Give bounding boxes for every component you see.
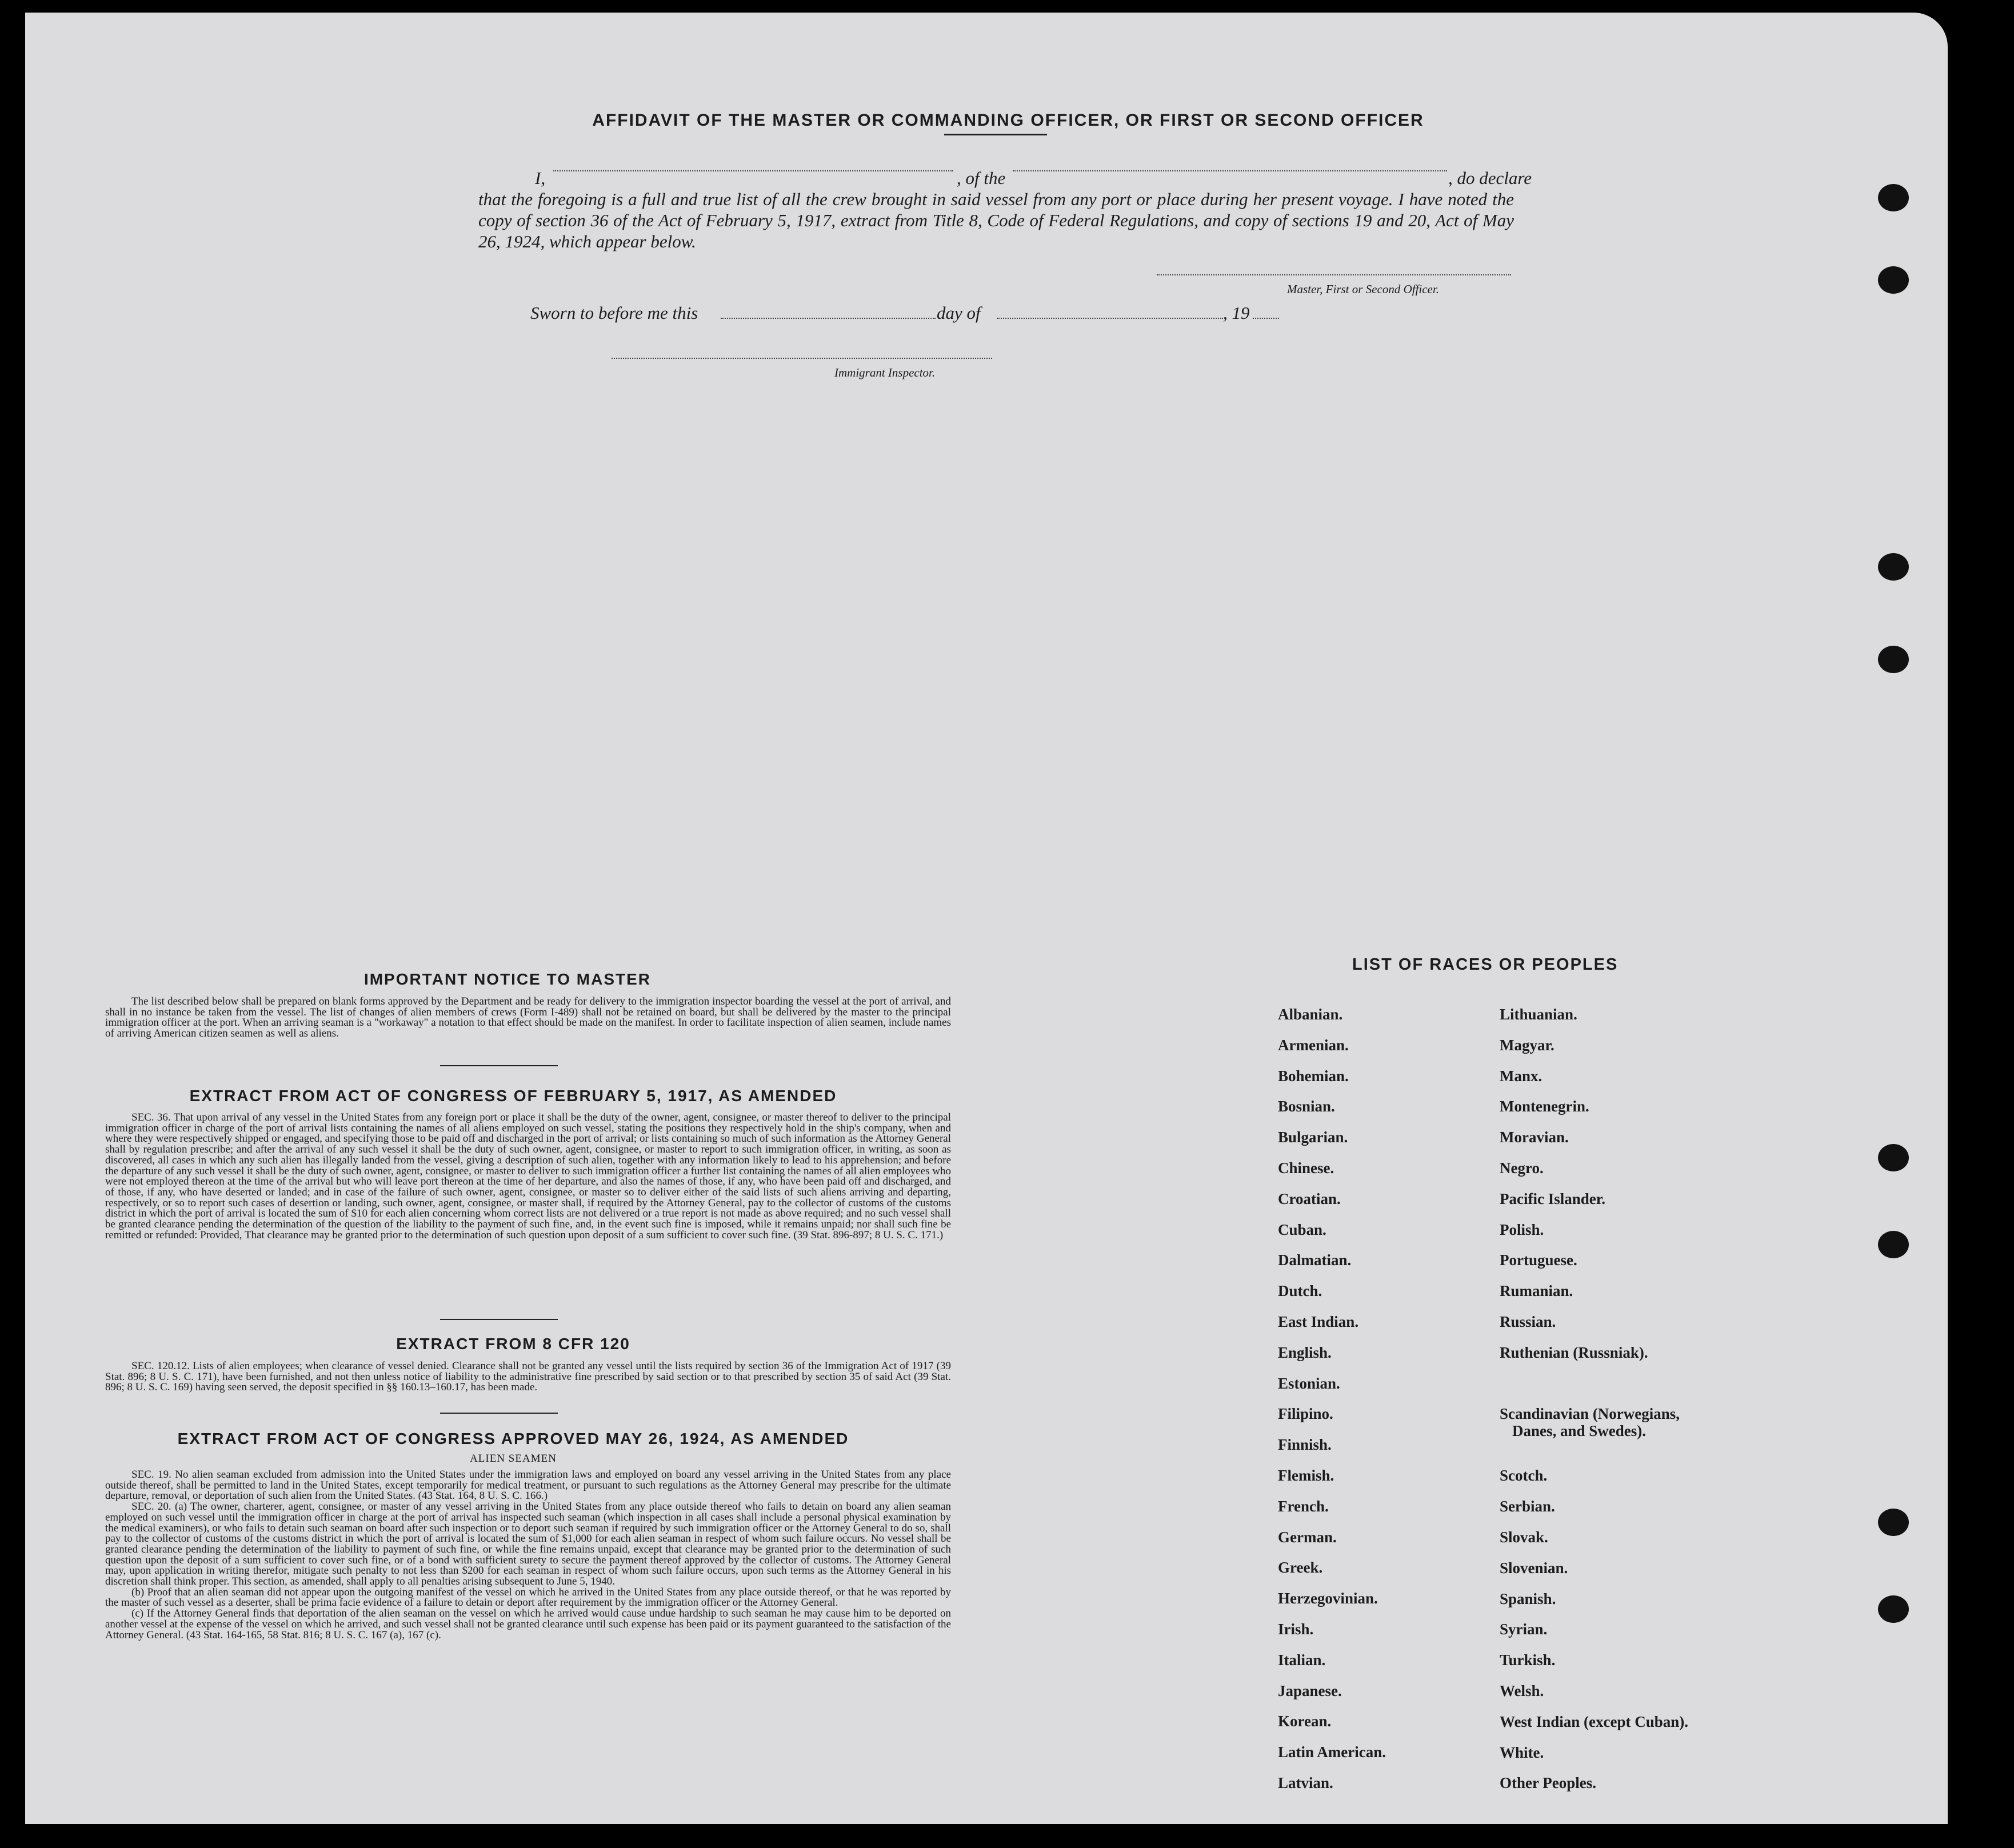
sworn-day-of: day of [937, 303, 981, 323]
race-item: Cuban. [1278, 1221, 1326, 1238]
sworn-text: Sworn to before me this [530, 303, 698, 323]
race-item: Spanish. [1500, 1590, 1556, 1607]
sworn-year-blank [1253, 318, 1279, 319]
races-column-left [1278, 1006, 1386, 1805]
inspector-caption: Immigrant Inspector. [834, 366, 936, 379]
race-item: Rumanian. [1500, 1282, 1573, 1300]
race-item: Ruthenian (Russniak). [1500, 1343, 1648, 1361]
notice-divider [440, 1065, 558, 1066]
race-item: Scandinavian (Norwegians, [1500, 1405, 1680, 1423]
vessel-blank [1013, 170, 1447, 171]
race-item: Albanian. [1278, 1006, 1343, 1023]
race-item: Japanese. [1278, 1682, 1342, 1699]
race-item: East Indian. [1278, 1313, 1359, 1330]
race-item: Negro. [1500, 1159, 1544, 1177]
punch-hole [1878, 184, 1909, 211]
punch-hole [1878, 553, 1909, 581]
race-item: Irish. [1278, 1620, 1314, 1638]
notice-heading: IMPORTANT NOTICE TO MASTER [363, 970, 652, 988]
punch-hole [1878, 1509, 1909, 1536]
race-item-continued: Danes, and Swedes). [1512, 1422, 1647, 1440]
signature-caption: Master, First or Second Officer. [1287, 282, 1439, 296]
race-item: Dutch. [1278, 1282, 1322, 1300]
race-item: Manx. [1500, 1067, 1543, 1085]
race-item: Polish. [1500, 1221, 1544, 1238]
race-item: Lithuanian. [1500, 1006, 1577, 1023]
extract-cfr-heading: EXTRACT FROM 8 CFR 120 [396, 1335, 630, 1353]
race-item: Bulgarian. [1278, 1129, 1348, 1146]
extract-1924-heading: EXTRACT FROM ACT OF CONGRESS APPROVED MAY 26, 1924, AS AMENDED [177, 1430, 849, 1447]
race-item: Herzegovinian. [1278, 1590, 1378, 1607]
races-heading: LIST OF RACES OR PEOPLES [1352, 955, 1619, 974]
title-divider [944, 134, 1047, 135]
name-blank [553, 170, 953, 171]
punch-hole [1878, 646, 1909, 673]
punch-hole [1878, 1231, 1909, 1258]
race-item: German. [1278, 1528, 1337, 1546]
race-item: Turkish. [1500, 1651, 1556, 1669]
race-item: Magyar. [1500, 1036, 1555, 1054]
race-item: French. [1278, 1497, 1329, 1515]
race-item: Other Peoples. [1500, 1774, 1596, 1792]
race-item: Welsh. [1500, 1682, 1544, 1699]
punch-hole [1878, 266, 1909, 294]
extract-1917-divider [440, 1319, 558, 1320]
extract-1917-heading: EXTRACT FROM ACT OF CONGRESS OF FEBRUARY 5, 1917, AS AMENDED [189, 1087, 837, 1105]
race-item: Montenegrin. [1500, 1098, 1589, 1115]
affidavit-do-declare: , do declare [1448, 168, 1532, 188]
sworn-year-prefix: , 19 [1223, 303, 1250, 323]
sec-20a-text: SEC. 20. (a) The owner, charterer, agent, consignee, or master of any vessel arriving in the United States from any place outside thereof who fails to detain on board any alien seaman employed on such vessel until the immigration officer in charge at the port of arrival has inspected such seaman (which inspection in all cases shall include a personal physical examination by the medical examiners), or who fails to detain such seaman on board after such inspection or to deport such seaman if required by such immigration officer or the Attorney General to do so, shall pay to the collector of customs of the customs district in which the port of arrival is located the sum of $1,000 for each alien seaman in respect of whom such failure occurs. No vessel shall be granted clearance pending the determination of the liability to payment of such fine, or while the fine remains unpaid, except that clearance may be granted prior to the determination of such question upon the deposit of a sum sufficient to cover such fine, or of a bond with sufficient surety to secure the payment thereof approved by the collector of customs. The Attorney General may, upon application in writing therefor, mitigate such penalty to not less than $200 for each seaman in respect of whom such failure occurs, upon such terms as the Attorney General in his discretion shall think proper. This section, as amended, shall apply to all penalties arising subsequent to June 5, 1940. [105, 1501, 951, 1588]
race-item: White. [1500, 1743, 1544, 1761]
race-item: Latvian. [1278, 1774, 1333, 1791]
punch-hole [1878, 1144, 1909, 1171]
race-item: Syrian. [1500, 1621, 1548, 1638]
race-item-scandinavian [1500, 1405, 1688, 1467]
sec-20b-text: (b) Proof that an alien seaman did not appear upon the outgoing manifest of the vessel on which he arrived in the United States from any place outside thereof, or that he was reported by the master of such vessel as a deserter, shall be prima facie evidence of a failure to detain or deport after requirement by the immigration officer or the Attorney General. [105, 1586, 951, 1609]
extract-cfr-divider [440, 1413, 558, 1414]
sec-20c-text: (c) If the Attorney General finds that deportation of the alien seaman on the vessel on which he arrived would cause undue hardship to such seaman he may cause him to be deported on another vessel at the expense of the vessel on which he arrived, and such vessel shall not be granted clearance until such expense has been paid or its payment guaranteed to the satisfaction of the Attorney General. (43 Stat. 164-165, 58 Stat. 816; 8 U. S. C. 167 (a), 167 (c). [105, 1607, 951, 1641]
race-item [1500, 1375, 1688, 1406]
race-item: Slovenian. [1500, 1559, 1568, 1577]
race-item: Chinese. [1278, 1159, 1334, 1177]
document-page [25, 13, 1948, 1824]
race-item: Bohemian. [1278, 1067, 1349, 1085]
race-item: Dalmatian. [1278, 1251, 1352, 1269]
race-item: Russian. [1500, 1313, 1556, 1330]
extract-cfr-text: SEC. 120.12. Lists of alien employees; when clearance of vessel denied. Clearance shall not be granted any vessel until the lists required by section 36 of the Immigration Act of 1917 (39 Stat. 896; 8 U. S. C. 171), have been furnished, and not then unless notice of liability to the administrative fine prescribed by said section or to that prescribed by section 35 of said Act (39 Stat. 896; 8 U. S. C. 169) having seen served, the deposit specified in §§ 160.13–160.17, has been made. [105, 1360, 951, 1394]
race-item [1500, 1805, 1688, 1824]
affidavit-statement: that the foregoing is a full and true list of all the crew brought in said vessel from any port or place during her present voyage. I have noted the copy of section 36 of the Act of February 5, 1917, extract from Title 8, Code of Federal Regulations, and copy of sections 19 and 20, Act of May 26, 1924, which appear below. [478, 189, 1514, 251]
race-item: Croatian. [1278, 1190, 1341, 1207]
affidavit-title: AFFIDAVIT OF THE MASTER OR COMMANDING OFFICER, OR FIRST OR SECOND OFFICER [592, 111, 1424, 130]
sworn-date-blank [721, 318, 936, 319]
race-item: Pacific Islander. [1500, 1190, 1605, 1207]
race-item: Serbian. [1500, 1498, 1555, 1515]
race-item: Moravian. [1500, 1129, 1569, 1146]
sworn-month-blank [997, 318, 1223, 319]
race-item: Scotch. [1500, 1467, 1548, 1485]
affidavit-of-the: , of the [957, 168, 1006, 188]
race-item: English. [1278, 1343, 1332, 1361]
race-item: Flemish. [1278, 1466, 1334, 1484]
race-item: Greek. [1278, 1559, 1323, 1577]
race-item: Italian. [1278, 1651, 1326, 1669]
race-item: Slovak. [1500, 1528, 1548, 1546]
extract-1924-body [105, 1470, 951, 1641]
race-item: Bosnian. [1278, 1098, 1335, 1115]
sec-19-text: SEC. 19. No alien seaman excluded from admission into the United States under the immigration laws and employed on board any vessel arriving in the United States from any place outside thereof, shall be permitted to land in the United States, except temporarily for medical treatment, or pursuant to such regulations as the Attorney General may prescribe for the ultimate departure, removal, or deportation of such alien from the United States. (43 Stat. 164, 8 U. S. C. 166.) [105, 1469, 951, 1502]
race-item: Portuguese. [1500, 1251, 1577, 1269]
race-item: Korean. [1278, 1713, 1332, 1730]
extract-1924-subheading: ALIEN SEAMEN [470, 1453, 557, 1465]
affidavit-i: I, [535, 168, 546, 188]
punch-hole [1878, 1595, 1909, 1623]
extract-1917-text: SEC. 36. That upon arrival of any vessel in the United States from any foreign port or place it shall be the duty of the owner, agent, consignee, or master thereof to deliver to the principal immigration officer in charge of the port of arrival lists containing the names of all aliens employed on such vessel, stating the positions they respectively hold in the ship's company, when and where they were respectively shipped or engaged, and specifying those to be paid off and discharged in the port of arrival; or lists containing so much of such information as the Attorney General shall by regulation prescribe; and after the arrival of any such vessel it shall be the duty of such owner, agent, consignee, or master to report to such immigration officer, in writing, as soon as discovered, all cases in which any such alien has illegally landed from the vessel, giving a description of such alien, together with any information likely to lead to his apprehension; and before the departure of any such vessel it shall be the duty of such owner, agent, consignee, or master to deliver to such immigration officer a further list containing the names of all alien employees who were not employed thereon at the time of the arrival but who will leave port thereon at the time of her departure, and also the names of those, if any, who have been paid off and discharged, and of those, if any, who have deserted or landed; and in case of the failure of such owner, agent, consignee, or master so to deliver either of the said lists of such aliens arriving and departing, respectively, or so to report such cases of desertion or landing, such owner, agent, consignee, or master shall, if required by the Attorney General, pay to the collector of customs of the customs district in which the port of arrival is located the sum of $10 for each alien concerning whom correct lists are not delivered or a true report is not made as above required; and no such vessel shall be granted clearance pending the determination of the question of the liability to the payment of such fine, and, in the event such fine is imposed, while it remains unpaid; nor shall such fine be remitted or refunded: Provided, That clearance may be granted prior to the determination of such question upon deposit of a sum sufficient to cover such fine. (39 Stat. 896-897; 8 U. S. C. 171.) [105, 1111, 951, 1241]
race-item: Armenian. [1278, 1036, 1349, 1054]
race-item: West Indian (except Cuban). [1500, 1713, 1689, 1730]
races-column-right [1500, 1006, 1688, 1824]
notice-text: The list described below shall be prepared on blank forms approved by the Department and be ready for delivery to the immigration inspector boarding the vessel at the port of arrival, and shall in no instance be taken from the vessel. The list of changes of alien members of crews (Form I-489) shall not be retained on board, but shall be delivered by the master to the principal immigration officer at the port. When an arriving seaman is a "workaway" a notation to that effect should be made on the manifest. In order to facilitate inspection of alien seamen, include names of arriving American citizen seamen as well as aliens. [105, 995, 951, 1040]
race-item: Filipino. [1278, 1405, 1333, 1423]
race-item: Estonian. [1278, 1374, 1340, 1392]
race-item: Latin American. [1278, 1743, 1386, 1761]
inspector-blank [612, 358, 992, 359]
race-item: Finnish. [1278, 1436, 1332, 1454]
signature-blank [1157, 274, 1511, 275]
